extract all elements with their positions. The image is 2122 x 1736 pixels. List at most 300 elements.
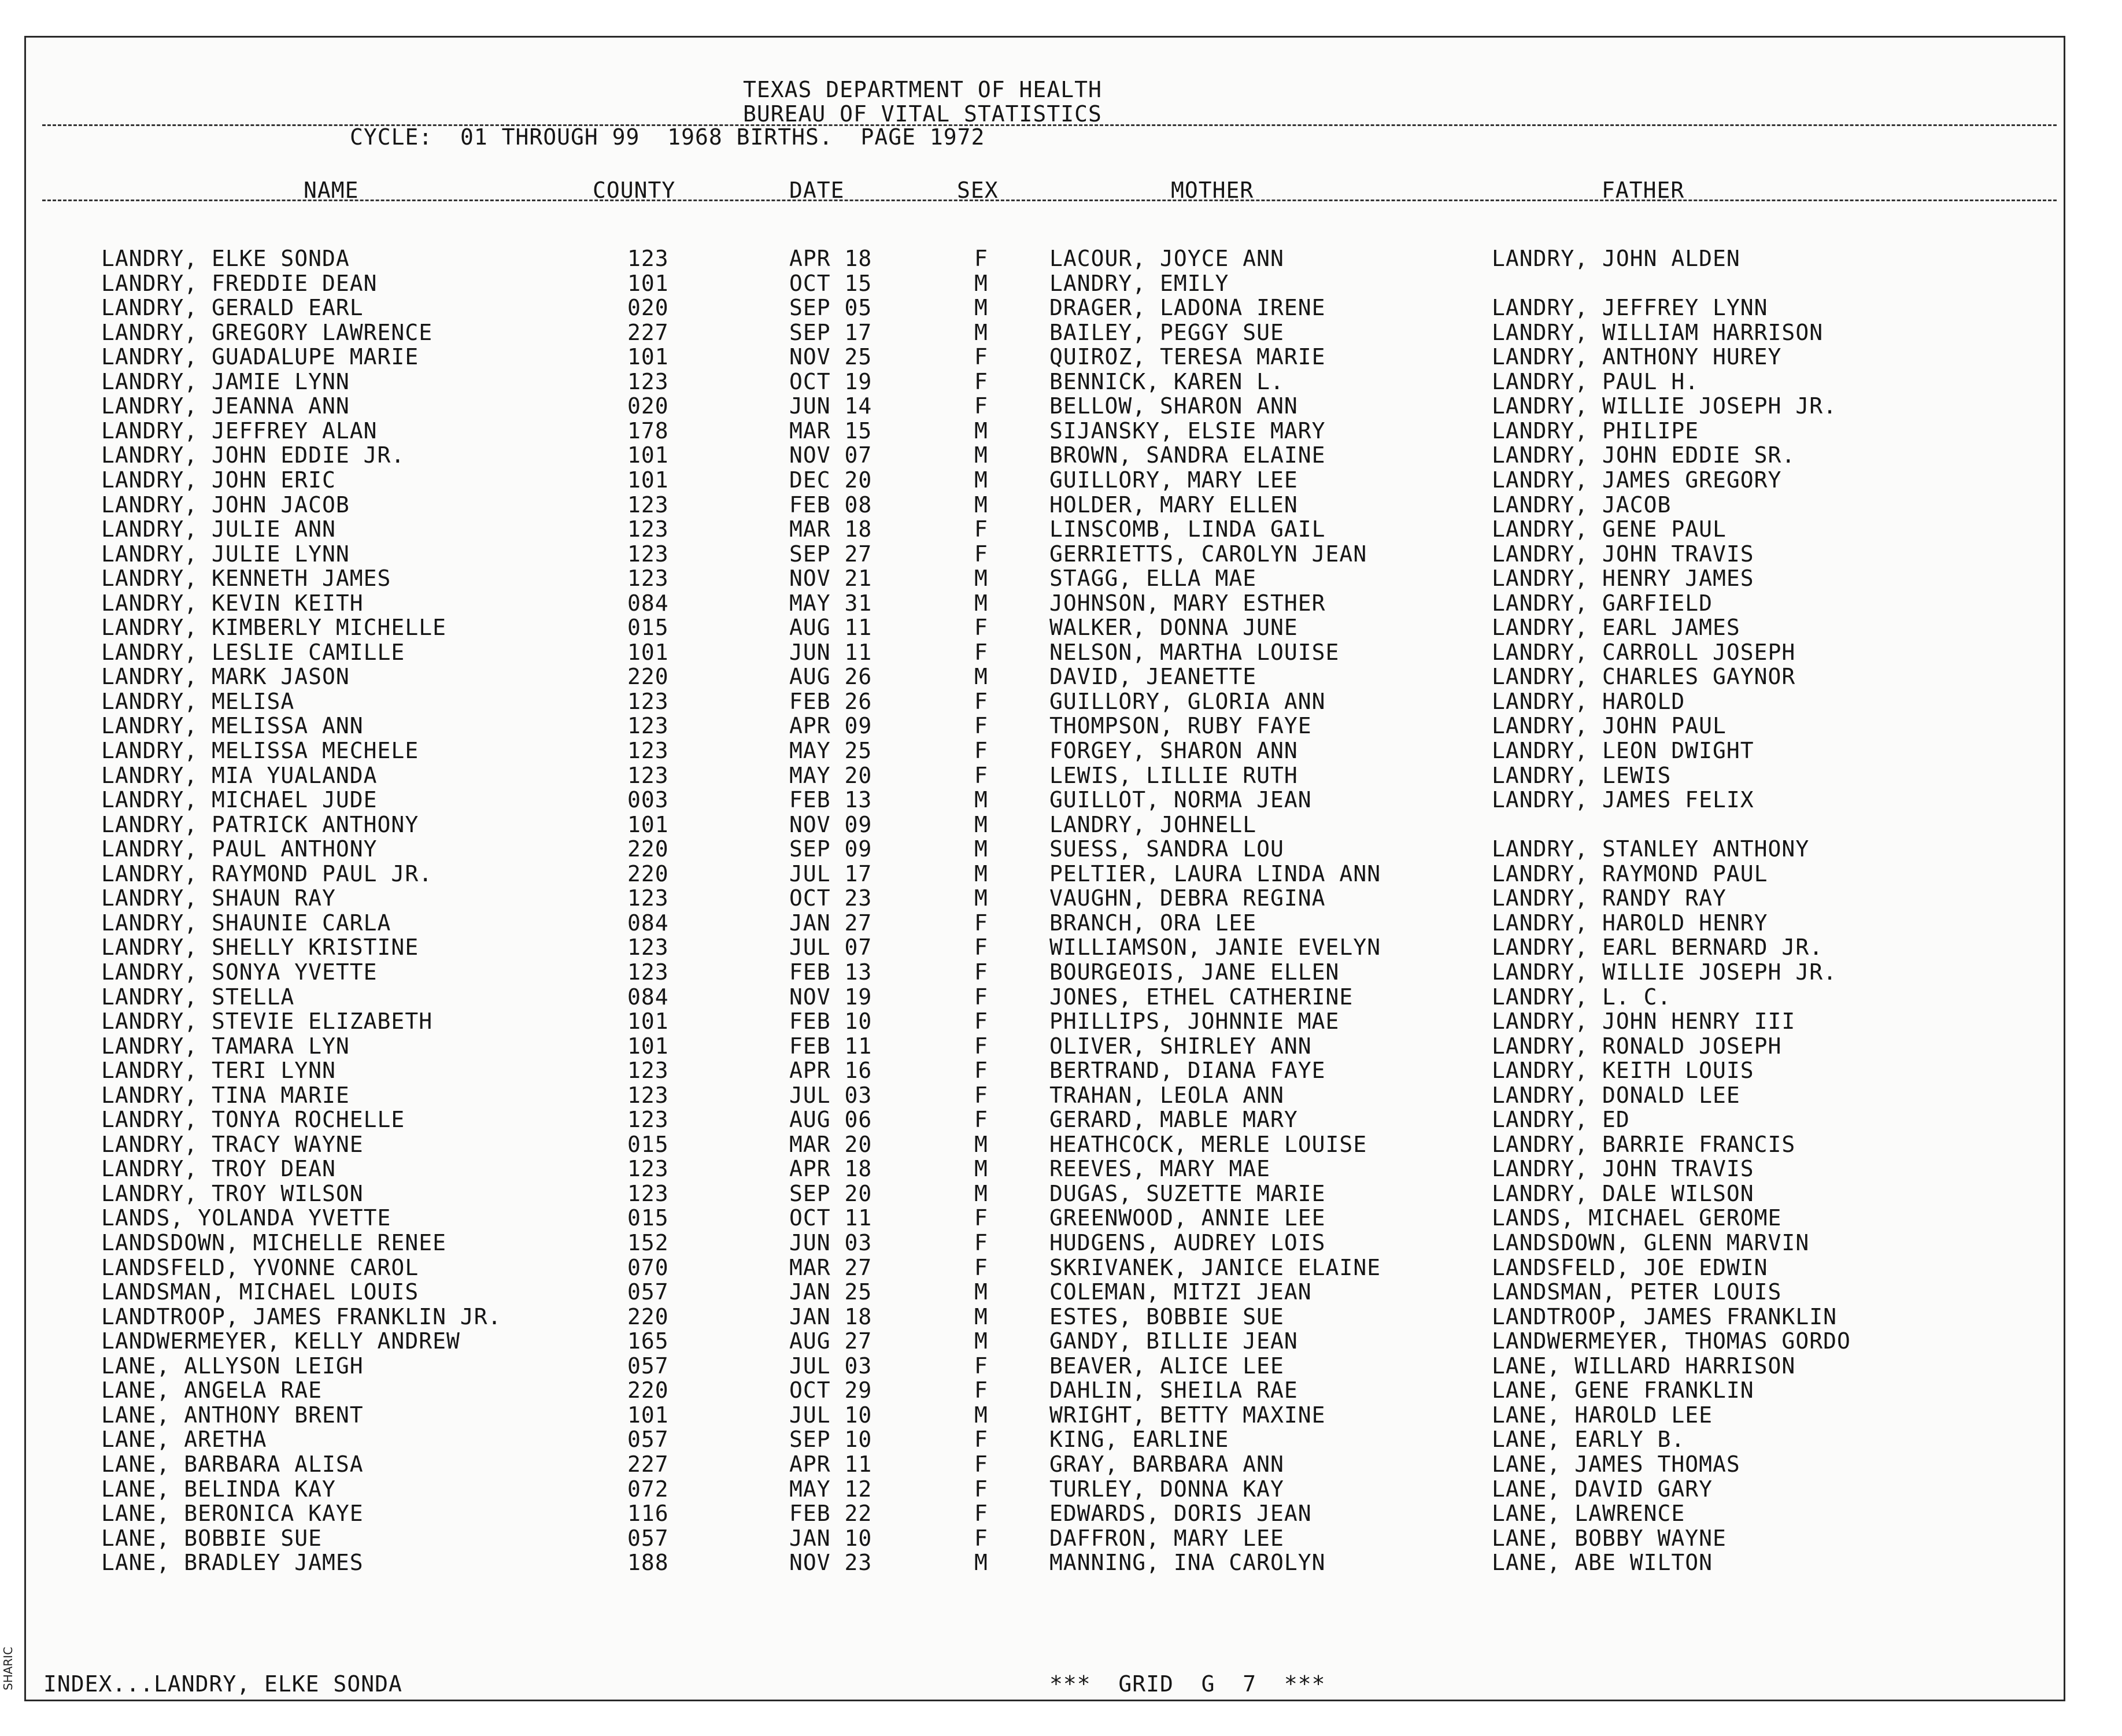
table-row <box>26 763 2067 788</box>
cell-father: LANDRY, JAMES FELIX <box>1492 787 1754 813</box>
cell-name: LANDRY, JULIE LYNN <box>101 541 350 567</box>
column-header-divider <box>42 200 2057 201</box>
cell-sex: F <box>974 738 988 763</box>
cell-father: LANE, WILLARD HARRISON <box>1492 1353 1796 1379</box>
table-row <box>26 1083 2067 1108</box>
cell-county: 020 <box>627 393 669 419</box>
cell-name: LANDRY, PAUL ANTHONY <box>101 836 378 862</box>
cell-sex: F <box>974 984 988 1010</box>
cell-sex: F <box>974 344 988 370</box>
cell-father: LANDRY, HAROLD HENRY <box>1492 910 1768 936</box>
cell-date: OCT 19 <box>789 368 873 394</box>
side-stamp: SHARIC <box>1 1646 15 1690</box>
cell-sex: F <box>974 1254 988 1280</box>
cycle-line: CYCLE: 01 THROUGH 99 1968 BIRTHS. PAGE 1972 <box>350 124 985 150</box>
cell-father: LANDRY, L. C. <box>1492 984 1672 1010</box>
column-header-mother: MOTHER <box>1171 178 1254 203</box>
cell-county: 178 <box>627 418 669 444</box>
cell-name: LANDRY, JEANNA ANN <box>101 393 350 419</box>
cell-father: LANDRY, HENRY JAMES <box>1492 566 1754 592</box>
cell-mother: SUESS, SANDRA LOU <box>1049 836 1284 862</box>
table-row <box>26 738 2067 763</box>
cell-mother: SIJANSKY, ELSIE MARY <box>1049 418 1326 444</box>
cell-county: 123 <box>627 566 669 592</box>
cell-sex: M <box>974 787 988 813</box>
table-row <box>26 664 2067 689</box>
cell-date: OCT 23 <box>789 885 873 911</box>
cell-county: 123 <box>627 1107 669 1133</box>
cell-date: MAY 31 <box>789 590 873 616</box>
cell-mother: WILLIAMSON, JANIE EVELYN <box>1049 935 1381 961</box>
cell-date: JUL 10 <box>789 1402 873 1428</box>
cell-name: LANDS, YOLANDA YVETTE <box>101 1205 391 1231</box>
cell-sex: F <box>974 910 988 936</box>
table-row <box>26 1058 2067 1083</box>
table-row <box>26 1501 2067 1526</box>
cell-father: LANDRY, JEFFREY LYNN <box>1492 295 1768 321</box>
cell-name: LANDWERMEYER, KELLY ANDREW <box>101 1328 460 1354</box>
cell-date: MAR 15 <box>789 418 873 444</box>
cell-mother: DAVID, JEANETTE <box>1049 664 1257 690</box>
cell-father: LANE, HAROLD LEE <box>1492 1402 1713 1428</box>
cell-mother: GUILLOT, NORMA JEAN <box>1049 787 1312 813</box>
table-row <box>26 541 2067 567</box>
table-row <box>26 516 2067 542</box>
table-row <box>26 1377 2067 1403</box>
table-row <box>26 1107 2067 1132</box>
cell-father: LANDRY, GENE PAUL <box>1492 516 1727 542</box>
cell-county: 084 <box>627 910 669 936</box>
cell-mother: DUGAS, SUZETTE MARIE <box>1049 1180 1326 1206</box>
cell-date: FEB 26 <box>789 688 873 714</box>
cell-date: JUL 03 <box>789 1353 873 1379</box>
table-row <box>26 1205 2067 1231</box>
table-row <box>26 615 2067 640</box>
cell-father: LANDRY, JOHN ALDEN <box>1492 246 1740 271</box>
cell-mother: THOMPSON, RUBY FAYE <box>1049 713 1312 739</box>
cell-name: LANDRY, TONYA ROCHELLE <box>101 1107 405 1133</box>
cell-date: JAN 25 <box>789 1279 873 1305</box>
cell-mother: GANDY, BILLIE JEAN <box>1049 1328 1298 1354</box>
cell-county: 101 <box>627 1033 669 1059</box>
cell-name: LANDRY, KIMBERLY MICHELLE <box>101 615 446 641</box>
cell-father: LANDRY, JACOB <box>1492 492 1672 518</box>
cell-date: AUG 06 <box>789 1107 873 1133</box>
cell-county: 152 <box>627 1230 669 1255</box>
cell-mother: QUIROZ, TERESA MARIE <box>1049 344 1326 370</box>
cell-sex: M <box>974 418 988 444</box>
cell-mother: GUILLORY, MARY LEE <box>1049 467 1298 493</box>
cell-mother: VAUGHN, DEBRA REGINA <box>1049 885 1326 911</box>
cell-father: LANDRY, JOHN HENRY III <box>1492 1009 1796 1035</box>
table-row <box>26 1230 2067 1255</box>
cell-mother: DAHLIN, SHEILA RAE <box>1049 1377 1298 1403</box>
cell-sex: F <box>974 516 988 542</box>
cell-sex: M <box>974 1303 988 1329</box>
cell-county: 101 <box>627 344 669 370</box>
cell-date: DEC 20 <box>789 467 873 493</box>
cell-mother: SKRIVANEK, JANICE ELAINE <box>1049 1254 1381 1280</box>
cell-sex: F <box>974 1525 988 1551</box>
cell-mother: EDWARDS, DORIS JEAN <box>1049 1501 1312 1527</box>
cell-sex: M <box>974 590 988 616</box>
cell-mother: LINSCOMB, LINDA GAIL <box>1049 516 1326 542</box>
cell-sex: F <box>974 1427 988 1453</box>
table-row <box>26 1353 2067 1379</box>
cell-father: LANE, EARLY B. <box>1492 1427 1685 1453</box>
cell-name: LANDRY, SHELLY KRISTINE <box>101 935 419 961</box>
cell-name: LANDRY, JAMIE LYNN <box>101 368 350 394</box>
table-row <box>26 910 2067 936</box>
cell-date: JUN 03 <box>789 1230 873 1255</box>
cell-name: LANDTROOP, JAMES FRANKLIN JR. <box>101 1303 502 1329</box>
column-header-father: FATHER <box>1602 178 1685 203</box>
cell-sex: F <box>974 1476 988 1502</box>
cell-father: LANDRY, LEWIS <box>1492 762 1672 788</box>
cell-name: LANDRY, JOHN EDDIE JR. <box>101 442 405 468</box>
cell-county: 123 <box>627 713 669 739</box>
cell-mother: BENNICK, KAREN L. <box>1049 368 1284 394</box>
cell-county: 123 <box>627 1180 669 1206</box>
cell-date: FEB 11 <box>789 1033 873 1059</box>
cell-mother: GERRIETTS, CAROLYN JEAN <box>1049 541 1367 567</box>
cell-sex: F <box>974 713 988 739</box>
microfiche-page <box>24 36 2065 1701</box>
cell-date: JAN 18 <box>789 1303 873 1329</box>
cell-mother: DAFFRON, MARY LEE <box>1049 1525 1284 1551</box>
cell-name: LANDRY, MARK JASON <box>101 664 350 690</box>
cell-date: FEB 13 <box>789 787 873 813</box>
cell-sex: M <box>974 270 988 296</box>
cell-sex: M <box>974 1328 988 1354</box>
cell-date: APR 16 <box>789 1058 873 1084</box>
cell-county: 123 <box>627 246 669 271</box>
cell-county: 015 <box>627 1205 669 1231</box>
cell-county: 057 <box>627 1525 669 1551</box>
cell-county: 123 <box>627 762 669 788</box>
cell-name: LANDSDOWN, MICHELLE RENEE <box>101 1230 446 1255</box>
cell-county: 101 <box>627 811 669 837</box>
cell-name: LANDRY, TERI LYNN <box>101 1058 336 1084</box>
cell-sex: M <box>974 492 988 518</box>
cell-father: LANDRY, ED <box>1492 1107 1630 1133</box>
cell-father: LANDRY, BARRIE FRANCIS <box>1492 1131 1796 1157</box>
table-row <box>26 1476 2067 1502</box>
cell-county: 101 <box>627 1009 669 1035</box>
cell-date: OCT 29 <box>789 1377 873 1403</box>
cell-father: LANDRY, RAYMOND PAUL <box>1492 860 1768 887</box>
table-row <box>26 369 2067 394</box>
table-row <box>26 590 2067 616</box>
cell-mother: BERTRAND, DIANA FAYE <box>1049 1058 1326 1084</box>
cell-name: LANDRY, GERALD EARL <box>101 295 364 321</box>
cell-mother: MANNING, INA CAROLYN <box>1049 1550 1326 1576</box>
cell-name: LANDRY, TROY DEAN <box>101 1156 336 1182</box>
cell-mother: COLEMAN, MITZI JEAN <box>1049 1279 1312 1305</box>
cell-date: NOV 23 <box>789 1550 873 1576</box>
cell-sex: M <box>974 860 988 887</box>
cell-name: LANE, ALLYSON LEIGH <box>101 1353 364 1379</box>
cell-county: 084 <box>627 590 669 616</box>
cell-mother: WALKER, DONNA JUNE <box>1049 615 1298 641</box>
cell-mother: KING, EARLINE <box>1049 1427 1229 1453</box>
table-row <box>26 812 2067 837</box>
cell-father: LANDRY, DALE WILSON <box>1492 1180 1754 1206</box>
cell-date: MAY 12 <box>789 1476 873 1502</box>
cell-date: OCT 15 <box>789 270 873 296</box>
cell-date: SEP 20 <box>789 1180 873 1206</box>
cell-county: 123 <box>627 885 669 911</box>
cell-name: LANDRY, MELISSA MECHELE <box>101 738 419 763</box>
cell-sex: F <box>974 959 988 985</box>
cell-date: NOV 25 <box>789 344 873 370</box>
cell-sex: M <box>974 566 988 592</box>
cell-sex: M <box>974 319 988 345</box>
cell-father: LANDRY, JOHN TRAVIS <box>1492 1156 1754 1182</box>
cell-county: 020 <box>627 295 669 321</box>
cell-mother: NELSON, MARTHA LOUISE <box>1049 639 1340 665</box>
table-row <box>26 467 2067 493</box>
cell-county: 116 <box>627 1501 669 1527</box>
cell-mother: BOURGEOIS, JANE ELLEN <box>1049 959 1340 985</box>
header-divider <box>42 124 2057 126</box>
cell-county: 188 <box>627 1550 669 1576</box>
cell-date: AUG 27 <box>789 1328 873 1354</box>
cell-county: 101 <box>627 1402 669 1428</box>
cell-mother: HEATHCOCK, MERLE LOUISE <box>1049 1131 1367 1157</box>
table-row <box>26 713 2067 738</box>
cell-mother: GRAY, BARBARA ANN <box>1049 1451 1284 1477</box>
cell-father: LANDS, MICHAEL GEROME <box>1492 1205 1782 1231</box>
cell-date: SEP 09 <box>789 836 873 862</box>
cell-date: FEB 10 <box>789 1009 873 1035</box>
cell-name: LANDRY, MELISSA ANN <box>101 713 364 739</box>
cell-county: 220 <box>627 1303 669 1329</box>
cell-father: LANE, JAMES THOMAS <box>1492 1451 1740 1477</box>
cell-father: LANDTROOP, JAMES FRANKLIN <box>1492 1303 1837 1329</box>
cell-date: SEP 27 <box>789 541 873 567</box>
table-row <box>26 393 2067 419</box>
table-row <box>26 418 2067 444</box>
table-row <box>26 984 2067 1010</box>
table-row <box>26 566 2067 591</box>
table-row <box>26 689 2067 714</box>
report-title: TEXAS DEPARTMENT OF HEALTH <box>743 77 1102 102</box>
cell-mother: JONES, ETHEL CATHERINE <box>1049 984 1354 1010</box>
cell-sex: F <box>974 1353 988 1379</box>
cell-date: JUL 17 <box>789 860 873 887</box>
cell-sex: M <box>974 811 988 837</box>
cell-name: LANDRY, MICHAEL JUDE <box>101 787 378 813</box>
cell-sex: F <box>974 1377 988 1403</box>
cell-mother: TRAHAN, LEOLA ANN <box>1049 1082 1284 1108</box>
table-row <box>26 1304 2067 1329</box>
table-row <box>26 1132 2067 1157</box>
cell-date: JAN 10 <box>789 1525 873 1551</box>
cell-date: NOV 19 <box>789 984 873 1010</box>
cell-date: APR 11 <box>789 1451 873 1477</box>
table-row <box>26 1255 2067 1280</box>
cell-county: 072 <box>627 1476 669 1502</box>
cell-name: LANDRY, JULIE ANN <box>101 516 336 542</box>
table-row <box>26 1279 2067 1305</box>
cell-date: JUL 03 <box>789 1082 873 1108</box>
cell-mother: PHILLIPS, JOHNNIE MAE <box>1049 1009 1340 1035</box>
cell-father: LANDRY, STANLEY ANTHONY <box>1492 836 1810 862</box>
cell-date: MAR 27 <box>789 1254 873 1280</box>
table-row <box>26 246 2067 271</box>
cell-date: SEP 05 <box>789 295 873 321</box>
cell-father: LANDRY, EARL BERNARD JR. <box>1492 935 1824 961</box>
cell-mother: STAGG, ELLA MAE <box>1049 566 1257 592</box>
cell-father: LANDRY, RANDY RAY <box>1492 885 1727 911</box>
cell-sex: F <box>974 935 988 961</box>
cell-county: 057 <box>627 1427 669 1453</box>
cell-date: FEB 13 <box>789 959 873 985</box>
cell-mother: PELTIER, LAURA LINDA ANN <box>1049 860 1381 887</box>
cell-sex: M <box>974 836 988 862</box>
cell-name: LANDRY, TROY WILSON <box>101 1180 364 1206</box>
cell-sex: F <box>974 1009 988 1035</box>
cell-date: AUG 11 <box>789 615 873 641</box>
cell-mother: JOHNSON, MARY ESTHER <box>1049 590 1326 616</box>
cell-date: NOV 21 <box>789 566 873 592</box>
cell-date: NOV 09 <box>789 811 873 837</box>
cell-name: LANE, BRADLEY JAMES <box>101 1550 364 1576</box>
cell-father: LANDRY, JAMES GREGORY <box>1492 467 1782 493</box>
cell-father: LANDRY, LEON DWIGHT <box>1492 738 1754 763</box>
cell-mother: REEVES, MARY MAE <box>1049 1156 1271 1182</box>
table-row <box>26 442 2067 468</box>
table-row <box>26 885 2067 911</box>
cell-father: LANE, BOBBY WAYNE <box>1492 1525 1727 1551</box>
table-row <box>26 1009 2067 1034</box>
index-label: INDEX...LANDRY, ELKE SONDA <box>43 1671 402 1697</box>
cell-father: LANE, DAVID GARY <box>1492 1476 1713 1502</box>
cell-name: LANE, BOBBIE SUE <box>101 1525 323 1551</box>
cell-mother: OLIVER, SHIRLEY ANN <box>1049 1033 1312 1059</box>
cell-father: LANDRY, WILLIE JOSEPH JR. <box>1492 393 1837 419</box>
cell-sex: F <box>974 1230 988 1255</box>
cell-name: LANDRY, GREGORY LAWRENCE <box>101 319 433 345</box>
cell-father: LANDRY, PHILIPE <box>1492 418 1699 444</box>
cell-sex: F <box>974 1205 988 1231</box>
table-row <box>26 1427 2067 1452</box>
cell-date: OCT 11 <box>789 1205 873 1231</box>
cell-mother: BELLOW, SHARON ANN <box>1049 393 1298 419</box>
cell-date: APR 09 <box>789 713 873 739</box>
cell-father: LANDRY, CHARLES GAYNOR <box>1492 664 1796 690</box>
cell-mother: BROWN, SANDRA ELAINE <box>1049 442 1326 468</box>
cell-date: NOV 07 <box>789 442 873 468</box>
cell-father: LANDRY, JOHN EDDIE SR. <box>1492 442 1796 468</box>
report-subtitle: BUREAU OF VITAL STATISTICS <box>743 101 1102 127</box>
column-header-name: NAME <box>304 178 359 203</box>
cell-date: JUN 14 <box>789 393 873 419</box>
cell-father: LANDRY, WILLIAM HARRISON <box>1492 319 1824 345</box>
cell-county: 101 <box>627 442 669 468</box>
cell-father: LANDWERMEYER, THOMAS GORDO <box>1492 1328 1851 1354</box>
cell-sex: M <box>974 1131 988 1157</box>
cell-mother: GUILLORY, GLORIA ANN <box>1049 688 1326 714</box>
cell-name: LANE, ARETHA <box>101 1427 267 1453</box>
cell-sex: M <box>974 295 988 321</box>
cell-father: LANDSDOWN, GLENN MARVIN <box>1492 1230 1810 1255</box>
table-row <box>26 1402 2067 1428</box>
cell-county: 123 <box>627 368 669 394</box>
cell-mother: LEWIS, LILLIE RUTH <box>1049 762 1298 788</box>
cell-name: LANDSFELD, YVONNE CAROL <box>101 1254 419 1280</box>
cell-date: SEP 17 <box>789 319 873 345</box>
cell-father: LANDRY, WILLIE JOSEPH JR. <box>1492 959 1837 985</box>
cell-name: LANDRY, RAYMOND PAUL JR. <box>101 860 433 887</box>
cell-mother: BEAVER, ALICE LEE <box>1049 1353 1284 1379</box>
cell-date: AUG 26 <box>789 664 873 690</box>
cell-county: 101 <box>627 639 669 665</box>
cell-father: LANDRY, RONALD JOSEPH <box>1492 1033 1782 1059</box>
cell-name: LANDRY, SHAUNIE CARLA <box>101 910 391 936</box>
cell-sex: M <box>974 1156 988 1182</box>
cell-county: 123 <box>627 541 669 567</box>
cell-mother: GERARD, MABLE MARY <box>1049 1107 1298 1133</box>
cell-mother: HUDGENS, AUDREY LOIS <box>1049 1230 1326 1255</box>
cell-county: 123 <box>627 935 669 961</box>
cell-name: LANDRY, SONYA YVETTE <box>101 959 378 985</box>
cell-county: 084 <box>627 984 669 1010</box>
cell-name: LANDRY, TAMARA LYN <box>101 1033 350 1059</box>
cell-mother: DRAGER, LADONA IRENE <box>1049 295 1326 321</box>
cell-date: MAR 18 <box>789 516 873 542</box>
cell-county: 101 <box>627 467 669 493</box>
table-row <box>26 1550 2067 1575</box>
cell-sex: F <box>974 541 988 567</box>
table-row <box>26 1181 2067 1206</box>
cell-mother: LANDRY, EMILY <box>1049 270 1229 296</box>
cell-mother: FORGEY, SHARON ANN <box>1049 738 1298 763</box>
cell-sex: F <box>974 1451 988 1477</box>
table-row <box>26 1526 2067 1551</box>
cell-name: LANDRY, ELKE SONDA <box>101 246 350 271</box>
cell-mother: ESTES, BOBBIE SUE <box>1049 1303 1284 1329</box>
table-row <box>26 295 2067 320</box>
cell-father: LANDRY, HAROLD <box>1492 688 1685 714</box>
cell-county: 123 <box>627 738 669 763</box>
cell-name: LANE, ANGELA RAE <box>101 1377 323 1403</box>
cell-father: LANDRY, JOHN TRAVIS <box>1492 541 1754 567</box>
cell-mother: LANDRY, JOHNELL <box>1049 811 1257 837</box>
cell-sex: F <box>974 246 988 271</box>
cell-name: LANDRY, KEVIN KEITH <box>101 590 364 616</box>
cell-father: LANDRY, GARFIELD <box>1492 590 1713 616</box>
cell-county: 123 <box>627 492 669 518</box>
cell-name: LANDRY, MELISA <box>101 688 295 714</box>
cell-county: 123 <box>627 959 669 985</box>
cell-sex: F <box>974 639 988 665</box>
cell-mother: BAILEY, PEGGY SUE <box>1049 319 1284 345</box>
cell-name: LANDSMAN, MICHAEL LOUIS <box>101 1279 419 1305</box>
cell-county: 003 <box>627 787 669 813</box>
cell-name: LANDRY, TRACY WAYNE <box>101 1131 364 1157</box>
cell-date: APR 18 <box>789 246 873 271</box>
cell-name: LANDRY, PATRICK ANTHONY <box>101 811 419 837</box>
cell-sex: F <box>974 1082 988 1108</box>
cell-name: LANDRY, GUADALUPE MARIE <box>101 344 419 370</box>
cell-county: 227 <box>627 319 669 345</box>
cell-name: LANDRY, LESLIE CAMILLE <box>101 639 405 665</box>
table-row <box>26 344 2067 370</box>
cell-name: LANDRY, MIA YUALANDA <box>101 762 378 788</box>
cell-date: JUN 11 <box>789 639 873 665</box>
